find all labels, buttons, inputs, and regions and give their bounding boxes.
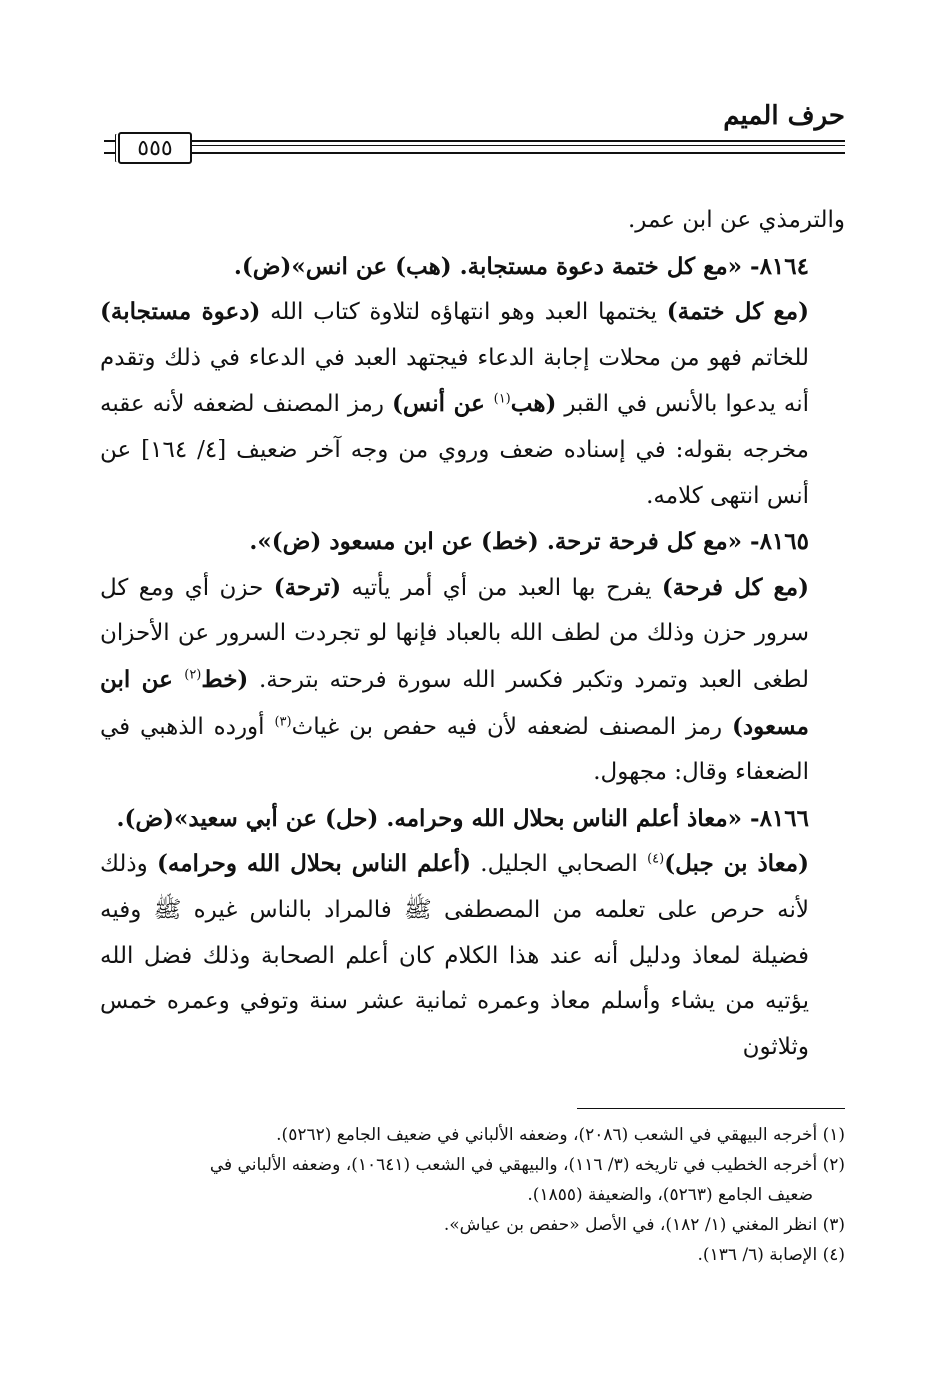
footnote-2-continued: ضعيف الجامع (٥٢٦٣)، والضعيفة (١٨٥٥). bbox=[527, 1185, 813, 1205]
footnote-1: (١) أخرجه البيهقي في الشعب (٢٠٨٦)، وضعفه الألباني في ضعيف الجامع (٥٢٦٢). bbox=[276, 1125, 845, 1145]
footnote-separator bbox=[577, 1108, 845, 1109]
header-rule-end bbox=[104, 140, 116, 154]
matn-quote: (أعلم الناس بحلال الله وحرامه) bbox=[156, 850, 472, 878]
main-text bbox=[100, 198, 845, 1070]
footnote-2: (٢) أخرجه الخطيب في تاريخه (٣/ ١١٦)، والبيهقي في الشعب (١٠٦٤١)، وضعفه الألباني في bbox=[209, 1155, 845, 1175]
hadith-8166-heading: ٨١٦٦- «معاذ أعلم الناس بحلال الله وحرامه. (حل) عن أبي سعيد»(ض). bbox=[116, 804, 809, 832]
commentary-text: وذلك لأنه حرص على تعلمه من المصطفى ﷺ فالمراد بالناس غيره ﷺ وفيه فضيلة لمعاذ ودليل أنه عند هذا الكلام كان أعلم الصحابة وذلك فضل الله يؤتيه من يشاء وأسلم معاذ وعمره ثمانية عشر سنة وتوفي وعمره خمس وثلاثون bbox=[100, 851, 809, 1060]
footnote-ref: (٤) bbox=[647, 851, 665, 867]
footnotes bbox=[100, 1120, 845, 1270]
source-code: (خط bbox=[201, 665, 249, 693]
commentary-text: يفرح بها العبد من أي أمر يأتيه bbox=[341, 574, 662, 601]
commentary-text: للخاتم فهو من محلات إجابة الدعاء فيجتهد العبد في الدعاء في ذلك وتقدم أنه يدعوا بالأنس في القبر bbox=[100, 344, 810, 418]
matn-quote: (مع كل ختمة) bbox=[666, 298, 809, 326]
commentary-text: الصحابي الجليل. bbox=[471, 851, 648, 878]
matn-quote: (مع كل فرحة) bbox=[661, 573, 809, 601]
hadith-8164-heading: ٨١٦٤- «مع كل ختمة دعوة مستجابة. (هب) عن انس»(ض). bbox=[233, 252, 809, 280]
footnote-3: (٣) انظر المغني (١/ ١٨٢)، في الأصل «حفص بن عياش». bbox=[443, 1215, 845, 1235]
matn-quote: (ترحة) bbox=[273, 573, 342, 601]
footnote-ref: (٣) bbox=[274, 713, 292, 729]
paragraph: والترمذي عن ابن عمر. bbox=[627, 207, 845, 233]
header-rule bbox=[190, 140, 845, 154]
commentary-text: أورده الذهبي في الضعفاء وقال: مجهول. bbox=[100, 713, 809, 786]
hadith-8166-commentary bbox=[100, 841, 845, 1070]
footnote-ref: (٢) bbox=[184, 667, 202, 683]
matn-quote: (معاذ بن جبل) bbox=[664, 850, 809, 878]
commentary-text: رمز المصنف لضعفه لأن فيه حفص بن غياث bbox=[291, 713, 733, 740]
footnote-ref: (١) bbox=[493, 391, 511, 407]
chapter-title: حرف الميم bbox=[723, 101, 845, 131]
hadith-8164-commentary bbox=[100, 289, 845, 519]
commentary-text: يختمها العبد وهو انتهاؤه لتلاوة كتاب الله bbox=[260, 299, 667, 326]
matn-quote: (دعوة مستجابة) bbox=[100, 298, 261, 326]
source-narrator: عن ابن مسعود) bbox=[100, 665, 809, 740]
footnote-4: (٤) الإصابة (٦/ ١٣٦). bbox=[697, 1245, 845, 1265]
commentary-text: حزن أي ومع كل سرور حزن وذلك من لطف الله بالعباد فإنها لو تجردت السرور عن الأحزان لطغى العبد وتمرد وتكبر فكسر الله سورة فرحته بترحة. bbox=[100, 574, 810, 693]
hadith-8165-heading: ٨١٦٥- «مع كل فرحة ترحة. (خط) عن ابن مسعود (ض)». bbox=[249, 528, 809, 556]
hadith-8165-commentary bbox=[100, 565, 845, 796]
source-narrator: عن أنس) bbox=[391, 390, 494, 418]
commentary-text: رمز المصنف لضعفه لأنه عقبه مخرجه بقوله: في إسناده ضعف وروي من وجه آخر ضعيف [٤/ ١٦٤] عن أنس انتهى كلامه. bbox=[100, 391, 809, 509]
source-code: (هب bbox=[510, 390, 557, 418]
page-number: ٥٥٥ bbox=[118, 132, 192, 164]
